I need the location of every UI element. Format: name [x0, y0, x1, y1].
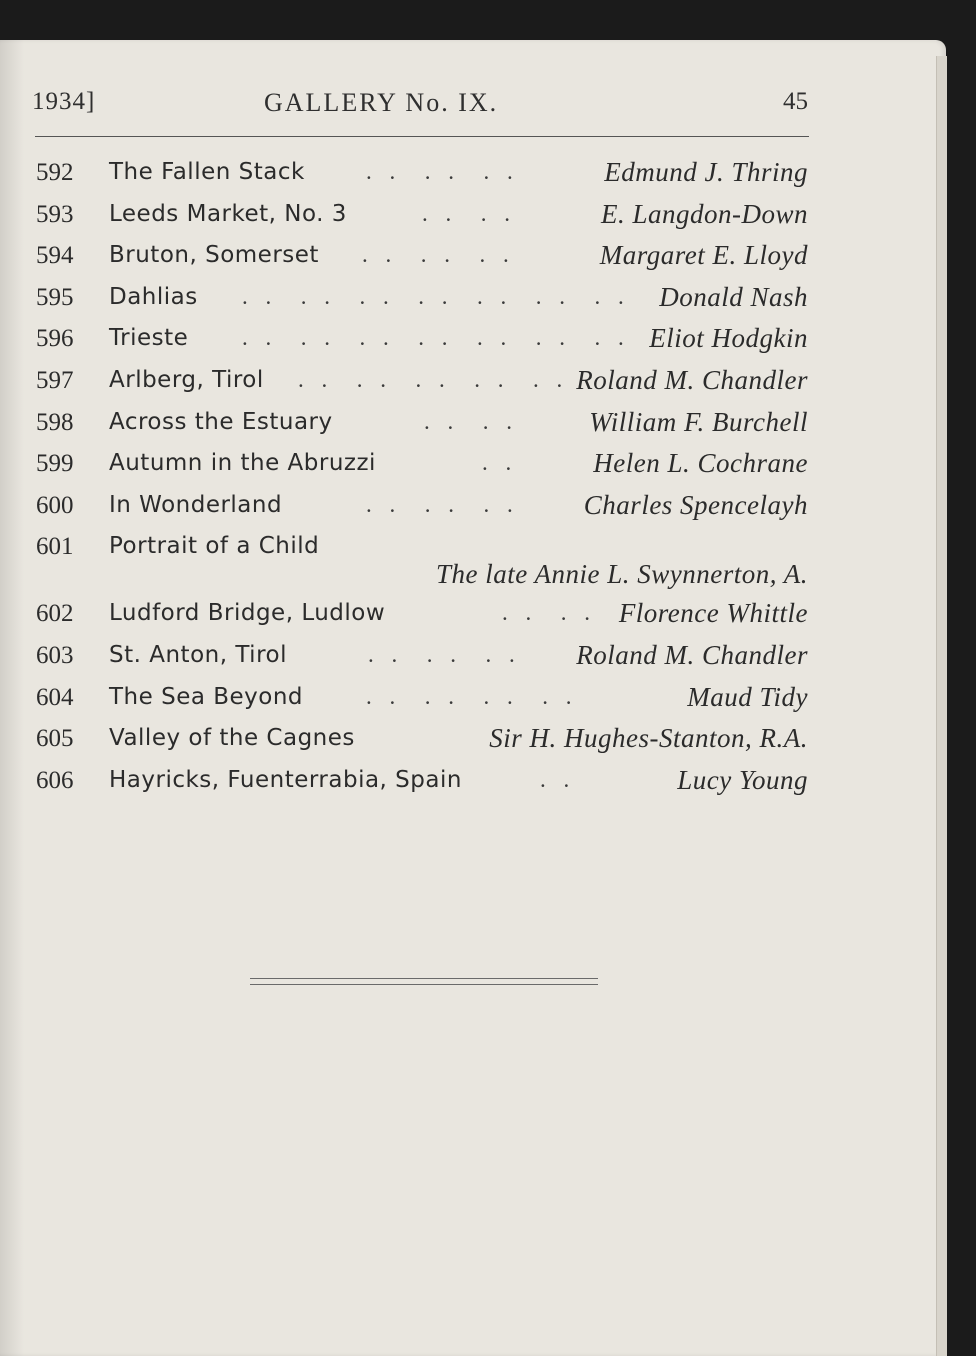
entry-artist: Helen L. Cochrane	[593, 448, 808, 479]
leader-dots: . . . . . . . . . .	[298, 366, 569, 392]
running-header	[32, 88, 810, 128]
entry-number: 595	[36, 283, 74, 311]
entry-title: Leeds Market, No. 3	[109, 200, 347, 227]
entry-number: 606	[36, 766, 74, 794]
entry-artist: E. Langdon-Down	[600, 198, 808, 229]
entry-artist: Lucy Young	[677, 764, 808, 795]
leader-dots: . .	[540, 766, 576, 792]
entry-title: St. Anton, Tirol	[109, 641, 287, 668]
catalogue-entry	[36, 197, 810, 239]
entry-number: 596	[36, 325, 74, 353]
catalogue-entry	[36, 321, 810, 363]
catalogue-list	[36, 155, 810, 804]
entry-artist: Maud Tidy	[687, 681, 808, 712]
leader-dots: . . . .	[502, 600, 596, 626]
entry-artist: Donald Nash	[659, 281, 808, 312]
leader-dots: . . . . . . . . . . . . . .	[242, 325, 630, 351]
entry-artist: Edmund J. Thring	[604, 157, 808, 187]
entry-title: Autumn in the Abruzzi	[109, 450, 376, 477]
catalogue-entry	[36, 721, 810, 763]
entry-title: In Wonderland	[109, 491, 283, 518]
entry-title: Ludford Bridge, Ludlow	[109, 600, 386, 627]
entry-artist: Roland M. Chandler	[576, 364, 808, 395]
entry-number: 605	[36, 725, 74, 753]
leader-dots: . . . .	[424, 408, 518, 434]
entry-number: 601	[36, 533, 74, 561]
entry-artist: Margaret E. Lloyd	[599, 240, 808, 271]
catalogue-entry	[36, 363, 810, 405]
catalogue-entry	[36, 680, 810, 722]
entry-number: 600	[36, 491, 74, 519]
entry-title: Trieste	[109, 325, 189, 352]
entry-title: Dahlias	[109, 283, 198, 310]
entry-number: 604	[36, 683, 74, 711]
catalogue-entry	[36, 529, 810, 596]
entry-artist: Roland M. Chandler	[576, 639, 808, 670]
entry-title: Across the Estuary	[109, 408, 333, 435]
leader-dots: . . . . . .	[366, 159, 519, 184]
leader-dots: . . . .	[422, 200, 516, 226]
spine-shadow	[0, 40, 24, 1356]
page-edge	[936, 56, 947, 1356]
entry-title: Valley of the Cagnes	[109, 725, 355, 752]
header-gallery-title: GALLERY No. IX.	[264, 88, 499, 117]
entry-number: 598	[36, 408, 74, 436]
entry-title: The Fallen Stack	[109, 159, 305, 185]
entry-number: 599	[36, 450, 74, 478]
entry-artist: The late Annie L. Swynnerton, A.	[436, 559, 808, 590]
entry-title: The Sea Beyond	[109, 683, 304, 710]
entry-number: 603	[36, 641, 74, 669]
leader-dots: . . . . . . . . . . . . . .	[242, 283, 630, 309]
leader-dots: . . . . . . . .	[366, 683, 578, 709]
entry-artist: Eliot Hodgkin	[649, 323, 808, 354]
leader-dots: . . . . . .	[366, 491, 519, 517]
entry-number: 592	[36, 159, 74, 186]
catalogue-entry	[36, 638, 810, 680]
leader-dots: . .	[482, 450, 518, 476]
catalogue-entry	[36, 280, 810, 322]
entry-title: Arlberg, Tirol	[109, 366, 264, 393]
leader-dots: . . . . . .	[362, 242, 515, 268]
page-number: 45	[783, 88, 808, 115]
header-year: 1934]	[32, 88, 96, 115]
catalogue-entry	[36, 155, 810, 197]
entry-number: 597	[36, 366, 74, 394]
catalogue-entry	[36, 405, 810, 447]
header-rule	[35, 136, 809, 137]
leader-dots: . . . . . .	[368, 641, 521, 667]
entry-number: 602	[36, 600, 74, 628]
entry-artist: Charles Spencelayh	[583, 489, 808, 520]
catalogue-entry	[36, 596, 810, 638]
entry-number: 593	[36, 200, 74, 228]
entry-title: Portrait of a Child	[109, 533, 320, 560]
entry-title: Hayricks, Fuenterrabia, Spain	[109, 766, 462, 793]
entry-number: 594	[36, 242, 74, 270]
entry-artist: William F. Burchell	[589, 406, 808, 437]
entry-artist: Sir H. Hughes-Stanton, R.A.	[489, 723, 808, 754]
catalogue-entry	[36, 446, 810, 488]
entry-artist: Florence Whittle	[618, 598, 808, 629]
end-rule	[250, 978, 598, 985]
catalogue-entry	[36, 488, 810, 530]
catalogue-entry	[36, 763, 810, 805]
catalogue-entry	[36, 238, 810, 280]
entry-title: Bruton, Somerset	[109, 242, 319, 269]
